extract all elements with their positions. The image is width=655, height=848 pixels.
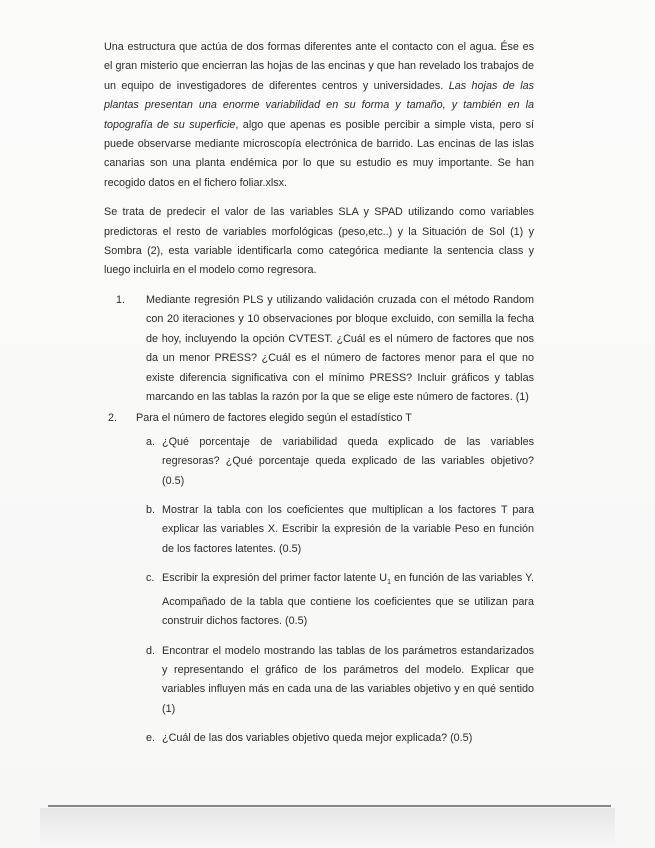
question-number: 2. [108,412,118,425]
sub-letter: b. [146,503,156,516]
question-2 [104,409,534,748]
intro-text-italic: Las hojas de las plantas presentan una enorme variabilidad en su forma y tamaño, y también en la topografía de su superficie [104,79,534,131]
sub-question-d [104,642,534,720]
question-number: 1. [116,293,126,306]
page-edge-line [48,805,611,807]
sub-letter: a. [146,435,156,448]
intro-paragraph-1 [104,38,534,193]
intro-text-1a: Una estructura que actúa de dos formas diferentes ante el contacto con el agua. Ése es el gran misterio que encierran las hojas de las encinas y que han revelado los trabajos de un equipo de investigadores de diferentes centros y universidades. [104,41,534,92]
question-list [104,291,534,749]
sub-letter: e. [146,732,156,745]
sub-text [162,572,534,627]
sub-text-a: Escribir la expresión del primer factor latente U [162,572,388,585]
question-text: Mediante regresión PLS y utilizando validación cruzada con el método Random con 20 iteraciones y 10 observaciones por bloque excluido, con semilla la fecha de hoy, incluyendo la opción CVTEST. ¿Cuál es el número de factores que nos da un menor PRESS? ¿Cuál es el número de factores menor para el que no existe diferencia significativa con el mínimo PRESS? Incluir gráficos y tablas marcando en las tablas la razón por la que se elige este número de factores. (1) [146,293,534,403]
sub-text: Mostrar la tabla con los coeficientes que multiplican a los factores T para explicar las variables X. Escribir la expresión de la variable Peso en función de los factores latentes. (0.5) [162,503,534,555]
sub-question-b [104,501,534,559]
intro-paragraph-2: Se trata de predecir el valor de las variables SLA y SPAD utilizando como variables predictoras el resto de variables morfológicas (peso,etc..) y la Situación de Sol (1) y Sombra (2), esta variable identificarla como categórica mediante la sentencia class y luego incluirla en el modelo como regresora. [104,206,534,277]
sub-letter: c. [146,572,155,585]
sub-question-e [104,729,534,748]
sub-question-c [104,569,534,631]
sub-question-a [104,433,534,491]
scan-shadow [40,808,615,848]
intro-text-1b: , algo que apenas es posible percibir a simple vista, pero sí puede observarse mediante microscopía electrónica de barrido. Las encinas de las islas canarias son una planta endémica por lo que su estudio es muy importante. Se han recogido datos en el fichero foliar.xlsx. [104,118,534,189]
question-1 [104,291,534,407]
sub-text: ¿Qué porcentaje de variabilidad queda explicado de las variables regresoras? ¿Qué porcentaje queda explicado de las variables objetivo? (0.5) [162,435,534,487]
subscript: 1 [387,579,391,587]
sub-text-b: en función de las variables Y. Acompañado de la tabla que contiene los coeficientes que se utilizan para construir dichos factores. (0.5) [162,572,534,628]
document-body [104,38,534,759]
sub-text: Encontrar el modelo mostrando las tablas de los parámetros estandarizados y representando el gráfico de los parámetros del modelo. Explicar que variables influyen más en cada una de las variables objetivo y en qué sentido (1) [162,644,534,715]
sub-text: ¿Cuál de las dos variables objetivo queda mejor explicada? (0.5) [162,732,473,745]
question-text: Para el número de factores elegido según el estadístico T [136,412,412,425]
sub-question-list [104,433,534,749]
sub-letter: d. [146,644,156,657]
